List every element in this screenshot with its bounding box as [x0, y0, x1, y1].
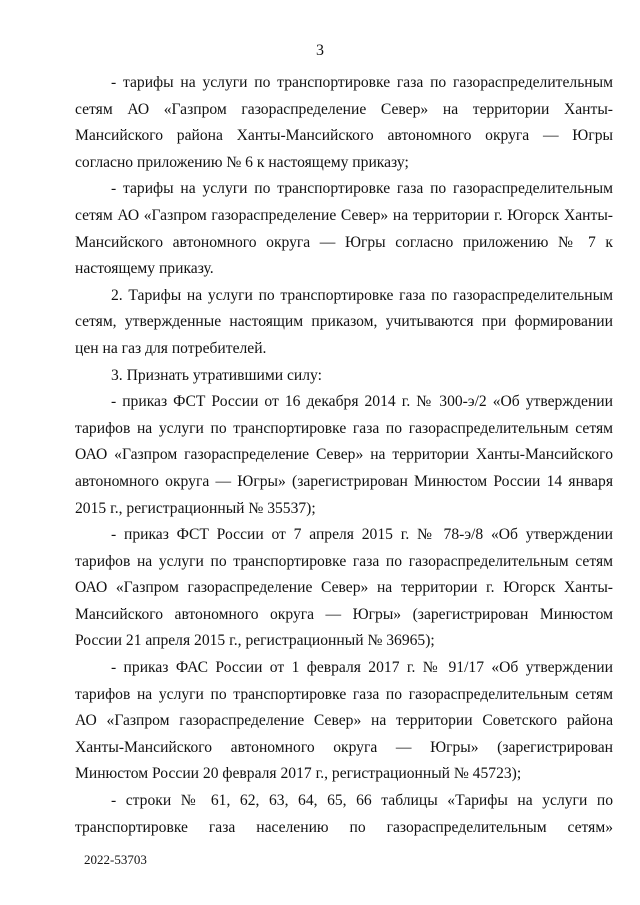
- paragraph-item-3: 3. Признать утратившими силу:: [111, 366, 322, 384]
- paragraph-tariff-appendix-6: - тарифы на услуги по транспортировке газа по газораспределительным сетям АО «Газпром газораспределение Север» на территории Ханты-Мансийского района Ханты-Мансийского автономного округа — Югры согласно приложению № 6 к настоящему приказу;: [75, 74, 613, 171]
- paragraph-order-91: - приказ ФАС России от 1 февраля 2017 г. № 91/17 «Об утверждении тарифов на услуги по транспортировке газа по газораспределительным сетям АО «Газпром газораспределение Север» на территории Советского района Ханты-Мансийского автономного округа — Югры» (зарегистрирован Минюстом России 20 февраля 2017 г., регистрационный № 45723);: [75, 659, 613, 783]
- paragraph-order-300: - приказ ФСТ России от 16 декабря 2014 г. № 300-э/2 «Об утверждении тарифов на услуги по транспортировке газа по газораспределительным сетям ОАО «Газпром газораспределение Север» на территории Ханты-Мансийского автономного округа — Югры» (зарегистрирован Минюстом России 14 января 2015 г., регистрационный № 35537);: [75, 393, 613, 517]
- paragraph-table-rows: - строки № 61, 62, 63, 64, 65, 66 таблицы «Тарифы на услуги по транспортировке газа населению по газораспределительным сетям»: [75, 792, 613, 836]
- document-body: [75, 70, 613, 841]
- paragraph-tariff-appendix-7: - тарифы на услуги по транспортировке газа по газораспределительным сетям АО «Газпром газораспределение Север» на территории г. Югорск Ханты-Мансийского автономного округа — Югры согласно приложению № 7 к настоящему приказу.: [75, 180, 613, 278]
- paragraph-order-78: - приказ ФСТ России от 7 апреля 2015 г. № 78-э/8 «Об утверждении тарифов на услуги по транспортировке газа по газораспределительным сетям ОАО «Газпром газораспределение Север» на территории г. Югорск Ханты-Мансийского автономного округа — Югры» (зарегистрирован Минюстом России 21 апреля 2015 г., регистрационный № 36965);: [75, 526, 613, 650]
- document-code: 2022-53703: [84, 852, 147, 867]
- paragraph-item-2: 2. Тарифы на услуги по транспортировке газа по газораспределительным сетям, утвержденные настоящим приказом, учитываются при формировании цен на газ для потребителей.: [75, 286, 613, 357]
- page-number: 3: [316, 42, 324, 59]
